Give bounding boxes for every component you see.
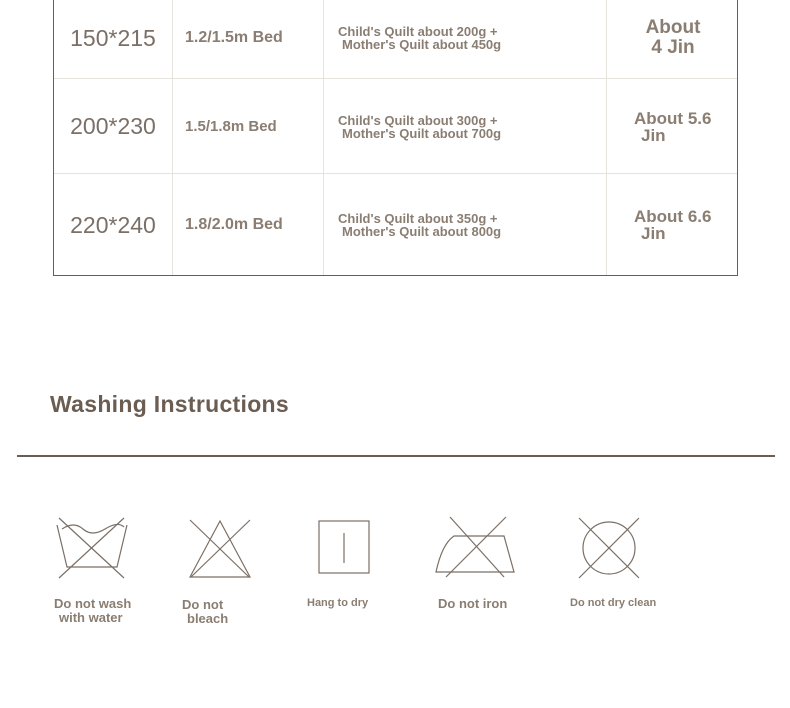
hang-dry-icon [317,519,373,575]
quilt-cell [338,0,608,78]
size-cell: 200*230 [70,113,156,139]
size-table [53,0,738,276]
care-label-line-2: bleach [187,611,229,626]
size-cell: 220*240 [70,211,156,238]
bed-cell: 1.5/1.8m Bed [185,118,277,135]
weight-line-1: About 5.6 [634,108,712,128]
table-row [54,173,737,276]
weight-cell [607,174,739,276]
size-cell: 150*215 [70,24,156,51]
no-dry-clean-icon [576,515,642,581]
weight-line-2: 4 Jin [651,37,695,58]
bed-cell: 1.8/2.0m Bed [185,216,283,233]
quilt-cell [338,79,608,174]
quilt-cell [338,174,608,276]
weight-line-2: Jin [641,224,666,243]
section-title: Washing Instructions [50,391,289,417]
care-label-line-1: Do not iron [438,596,508,611]
care-label-line-2: with water [59,610,123,625]
weight-line-1: About 6.6 [634,207,712,226]
care-label-line-1: Do not wash [54,596,132,611]
quilt-line-1: Child's Quilt about 300g + [338,112,498,128]
quilt-line-2: Mother's Quilt about 450g [342,37,502,52]
weight-cell [607,79,739,174]
care-label-line-1: Hang to dry [307,597,369,609]
divider [17,455,775,457]
no-wash-icon [54,515,130,581]
quilt-line-2: Mother's Quilt about 800g [342,224,502,239]
bed-cell: 1.2/1.5m Bed [185,29,283,46]
no-bleach-icon [187,517,253,581]
quilt-line-2: Mother's Quilt about 700g [342,125,502,141]
quilt-line-1: Child's Quilt about 200g + [338,24,498,39]
table-row [54,78,737,174]
care-label-line-1: Do not dry clean [570,597,657,609]
table-row [54,0,737,78]
weight-cell [607,0,739,78]
care-label-line-1: Do not [182,597,224,612]
weight-line-2: Jin [641,125,666,145]
quilt-line-1: Child's Quilt about 350g + [338,211,498,226]
weight-line-1: About [645,17,701,38]
no-iron-icon [434,514,520,582]
